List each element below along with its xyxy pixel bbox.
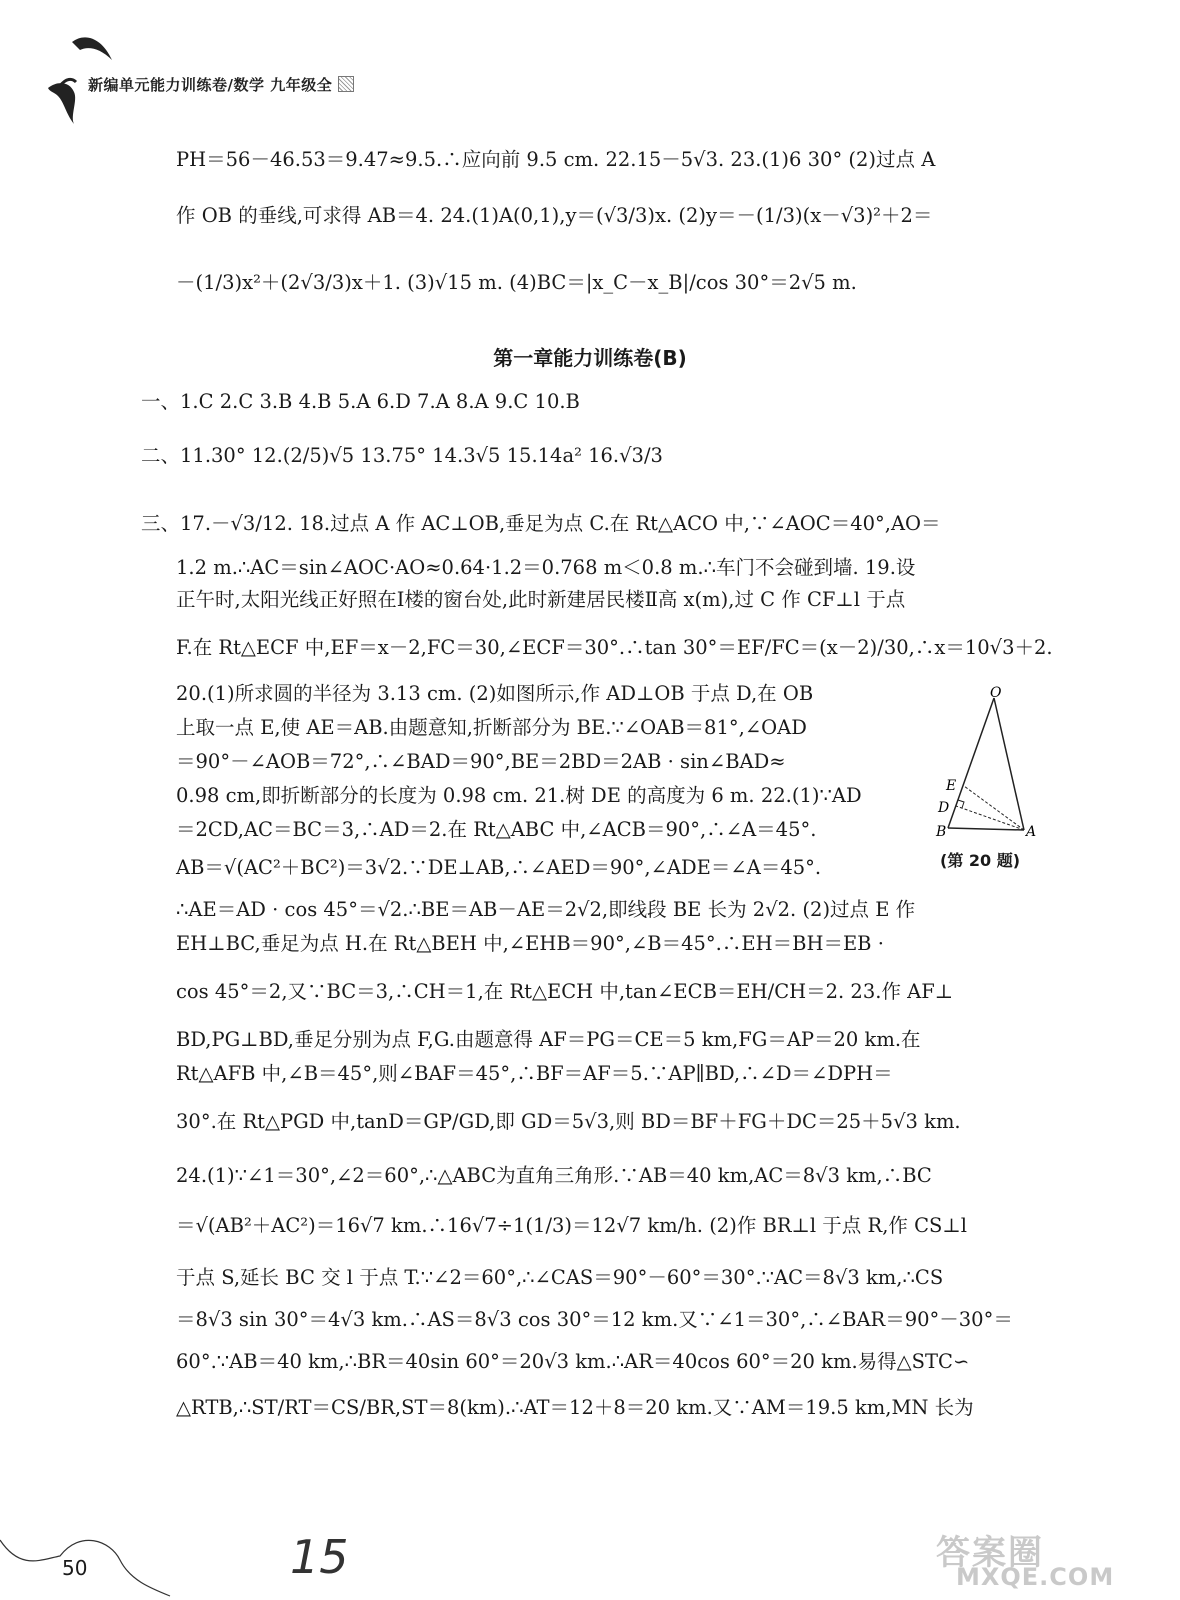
header-title: 新编单元能力训练卷/数学 九年级全	[88, 76, 333, 94]
answer-line: 上取一点 E,使 AE＝AB.由题意知,折断部分为 BE.∵∠OAB＝81°,∠OAD	[176, 716, 807, 739]
answer-line: 三、17.－√3/12. 18.过点 A 作 AC⊥OB,垂足为点 C.在 Rt△ACO 中,∵∠AOC＝40°,AO＝	[141, 512, 941, 535]
answer-line: PH＝56－46.53＝9.47≈9.5.∴应向前 9.5 cm. 22.15－5√3. 23.(1)6 30° (2)过点 A	[176, 148, 936, 171]
answer-line: ∴AE＝AD · cos 45°＝√2.∴BE＝AB－AE＝2√2,即线段 BE 长为 2√2. (2)过点 E 作	[176, 898, 916, 921]
answer-line: F.在 Rt△ECF 中,EF＝x－2,FC＝30,∠ECF＝30°.∴tan 30°＝EF/FC＝(x－2)/30,∴x＝10√3＋2.	[176, 636, 1053, 659]
answer-line: △RTB,∴ST/RT＝CS/BR,ST＝8(km).∴AT＝12＋8＝20 km.又∵AM＝19.5 km,MN 长为	[176, 1396, 974, 1419]
label-O: O	[990, 685, 1002, 701]
handwritten-note: 15	[290, 1530, 349, 1584]
answer-line: AB＝√(AC²＋BC²)＝3√2.∵DE⊥AB,∴∠AED＝90°,∠ADE＝∠A＝45°.	[176, 856, 822, 879]
running-header	[88, 74, 354, 95]
page-number: 50	[62, 1556, 88, 1580]
answer-line: 0.98 cm,即折断部分的长度为 0.98 cm. 21.树 DE 的高度为 6 m. 22.(1)∵AD	[176, 784, 862, 807]
answer-line: ＝8√3 sin 30°＝4√3 km.∴AS＝8√3 cos 30°＝12 km.又∵∠1＝30°,∴∠BAR＝90°－30°＝	[176, 1308, 1013, 1331]
fill-in-answers: 二、11.30° 12.(2/5)√5 13.75° 14.3√5 15.14a² 16.√3/3	[141, 444, 663, 467]
section-title: 第一章能力训练卷(B)	[493, 346, 687, 370]
label-A: A	[1026, 824, 1037, 840]
answer-line: BD,PG⊥BD,垂足分别为点 F,G.由题意得 AF＝PG＝CE＝5 km,FG＝AP＝20 km.在	[176, 1028, 921, 1051]
triangle-figure	[936, 685, 1058, 860]
watermark-text: 答案圈	[936, 1533, 1044, 1573]
answer-line: －(1/3)x²＋(2√3/3)x＋1. (3)√15 m. (4)BC＝|x_C－x_B|/cos 30°＝2√5 m.	[176, 271, 857, 294]
answer-line: 1.2 m.∴AC＝sin∠AOC·AO≈0.64·1.2＝0.768 m＜0.8 m.∴车门不会碰到墙. 19.设	[176, 556, 916, 579]
watermark	[900, 1525, 1115, 1595]
answer-line: Rt△AFB 中,∠B＝45°,则∠BAF＝45°,∴BF＝AF＝5.∵AP∥BD,∴∠D＝∠DPH＝	[176, 1062, 893, 1085]
decorative-cloud-line	[0, 1500, 200, 1600]
watermark-url: MXQE.COM	[956, 1563, 1115, 1591]
answer-line: cos 45°＝2,又∵BC＝3,∴CH＝1,在 Rt△ECH 中,tan∠ECB＝EH/CH＝2. 23.作 AF⊥	[176, 980, 954, 1003]
answer-line: 正午时,太阳光线正好照在Ⅰ楼的窗台处,此时新建居民楼Ⅱ高 x(m),过 C 作 CF⊥l 于点	[176, 588, 906, 611]
multiple-choice-answers: 一、1.C 2.C 3.B 4.B 5.A 6.D 7.A 8.A 9.C 10.B	[141, 390, 580, 413]
figure-caption: (第 20 题)	[940, 851, 1021, 870]
label-E: E	[946, 778, 957, 794]
answer-line: EH⊥BC,垂足为点 H.在 Rt△BEH 中,∠EHB＝90°,∠B＝45°.∴EH＝BH＝EB ·	[176, 932, 884, 955]
book-icon	[338, 76, 354, 92]
answer-line: 30°.在 Rt△PGD 中,tanD＝GP/GD,即 GD＝5√3,则 BD＝BF＋FG＋DC＝25＋5√3 km.	[176, 1110, 961, 1133]
answer-line: 24.(1)∵∠1＝30°,∠2＝60°,∴△ABC为直角三角形.∵AB＝40 km,AC＝8√3 km,∴BC	[176, 1164, 932, 1187]
label-B: B	[936, 824, 947, 840]
label-D: D	[938, 800, 950, 816]
answer-line: ＝90°－∠AOB＝72°,∴∠BAD＝90°,BE＝2BD＝2AB · sin∠BAD≈	[176, 750, 786, 773]
answer-line: 于点 S,延长 BC 交 l 于点 T.∵∠2＝60°,∴∠CAS＝90°－60°＝30°.∵AC＝8√3 km,∴CS	[176, 1266, 944, 1289]
answer-line: 20.(1)所求圆的半径为 3.13 cm. (2)如图所示,作 AD⊥OB 于点 D,在 OB	[176, 682, 814, 705]
answer-line: 60°.∵AB＝40 km,∴BR＝40sin 60°＝20√3 km.∴AR＝40cos 60°＝20 km.易得△STC∽	[176, 1350, 970, 1373]
answer-line: 作 OB 的垂线,可求得 AB＝4. 24.(1)A(0,1),y＝(√3/3)x. (2)y＝－(1/3)(x－√3)²＋2＝	[176, 204, 933, 227]
answer-line: ＝2CD,AC＝BC＝3,∴AD＝2.在 Rt△ABC 中,∠ACB＝90°,∴∠A＝45°.	[176, 818, 817, 841]
answer-line: ＝√(AB²＋AC²)＝16√7 km.∴16√7÷1(1/3)＝12√7 km/h. (2)作 BR⊥l 于点 R,作 CS⊥l	[176, 1214, 967, 1237]
